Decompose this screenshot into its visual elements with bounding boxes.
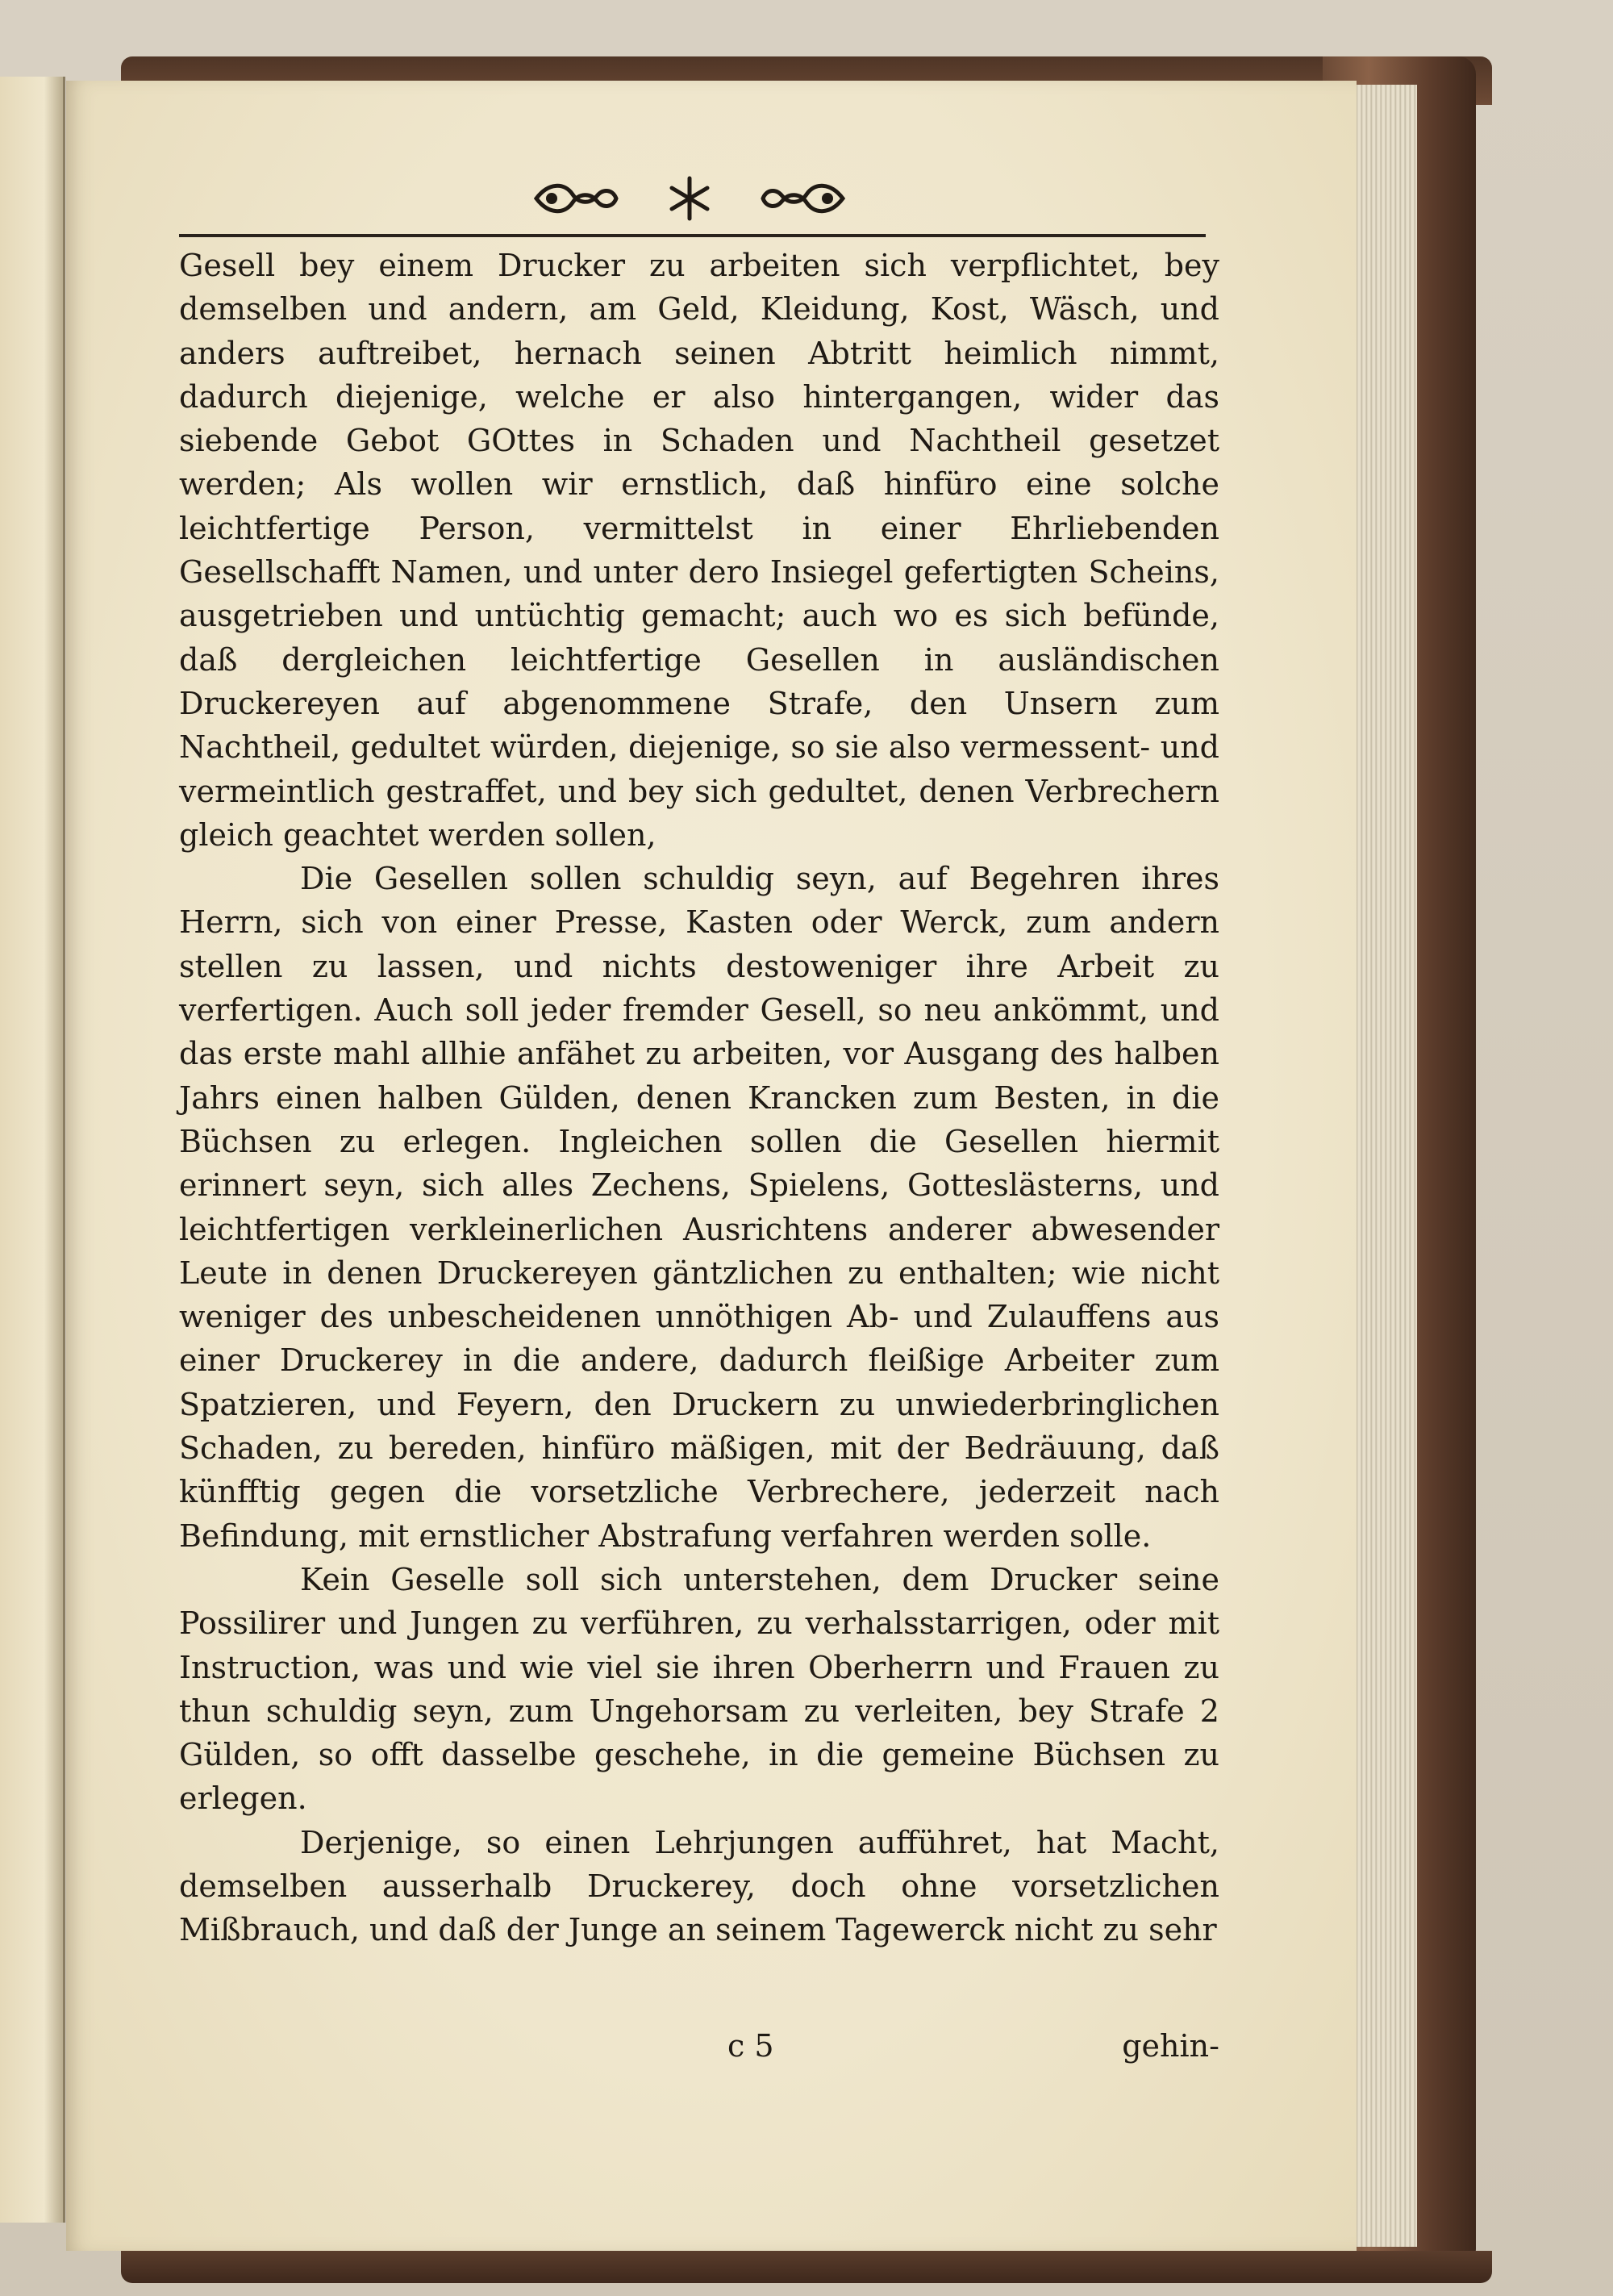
book-cover-bottom xyxy=(121,2251,1492,2283)
catchword: gehin- xyxy=(1122,2028,1219,2064)
page-footer xyxy=(179,2028,1219,2077)
paragraph: Derjenige, so einen Lehrjungen aufführet, hat Macht, demselben ausserhalb Druckerey, doch ohne vorsetzlichen Mißbrauch, und daß der Junge an seinem Tagewerck nicht zu sehr xyxy=(179,1824,1219,1948)
page-edges xyxy=(1347,85,1417,2247)
paragraph: Kein Geselle soll sich unterstehen, dem Drucker seine Possilirer und Jungen zu verführen, zu verhalsstarrigen, oder mit Instruction, was und wie viel sie ihren Oberherrn und Frauen zu thun schuldig seyn, zum Ungehorsam zu verleiten, bey Strafe 2 Gülden, so offt dasselbe geschehe, in die gemeine Büchsen zu erlegen. xyxy=(179,1561,1219,1817)
signature-mark: c 5 xyxy=(727,2028,774,2064)
header-ornament xyxy=(532,172,847,224)
paragraph: Die Gesellen sollen schuldig seyn, auf Begehren ihres Herrn, sich von einer Presse, Kasten oder Werck, zum andern stellen zu lassen, und nichts destoweniger ihre Arbeit zu verfertigen. Auch soll jeder fremder Gesell, so neu ankömmt, und das erste mahl allhie anfähet zu arbeiten, vor Ausgang des halben Jahrs einen halben Gülden, denen Krancken zum Besten, in die Büchsen zu erlegen. Ingleichen sollen die Gesellen hiermit erinnert seyn, sich alles Zechens, Spielens, Gotteslästerns, und leichtfertigen verkleinerlichen Ausrichtens anderer abwesender Leute in denen Druckereyen gäntzlichen zu enthalten; wie nicht weniger des unbescheidenen unnöthigen Ab- und Zulauffens aus einer Druckerey in die andere, dadurch fleißige Arbeiter zum Spatzieren, und Feyern, den Druckern zu unwiederbringlichen Schaden, zu bereden, hinfüro mäßigen, mit der Bedräuung, daß künfftig gegen die vorsetzliche Verbrechere, jederzeit nach Befindung, mit ernstlicher Abstrafung verfahren werden solle. xyxy=(179,861,1219,1554)
star-icon xyxy=(665,174,714,223)
facing-page-edge xyxy=(0,77,65,2223)
paragraph: Gesell bey einem Drucker zu arbeiten sich verpflichtet, bey demselben und andern, am Geld, Kleidung, Kost, Wäsch, und anders auftreibet, hernach seinen Abtritt heimlich nimmt, dadurch diejenige, welche er also hintergangen, wider das siebende Gebot GOttes in Schaden und Nachtheil gesetzet werden; Als wollen wir ernstlich, daß hinfüro eine solche leichtfertige Person, vermittelst in einer Ehrliebenden Gesellschafft Namen, und unter dero Insiegel gefertigten Scheins, ausgetrieben und untüchtig gemacht; auch wo es sich befünde, daß dergleichen leichtfertige Gesellen in ausländischen Druckereyen auf abgenommene Strafe, den Unsern zum Nachtheil, gedultet würden, diejenige, so sie also vermessent- und vermeintlich gestraffet, und bey sich gedultet, denen Verbrechern gleich geachtet werden sollen, xyxy=(179,248,1219,853)
fleuron-left-icon xyxy=(532,178,621,219)
fleuron-right-icon xyxy=(758,178,847,219)
body-text xyxy=(179,244,1219,1952)
header-rule xyxy=(179,234,1206,237)
